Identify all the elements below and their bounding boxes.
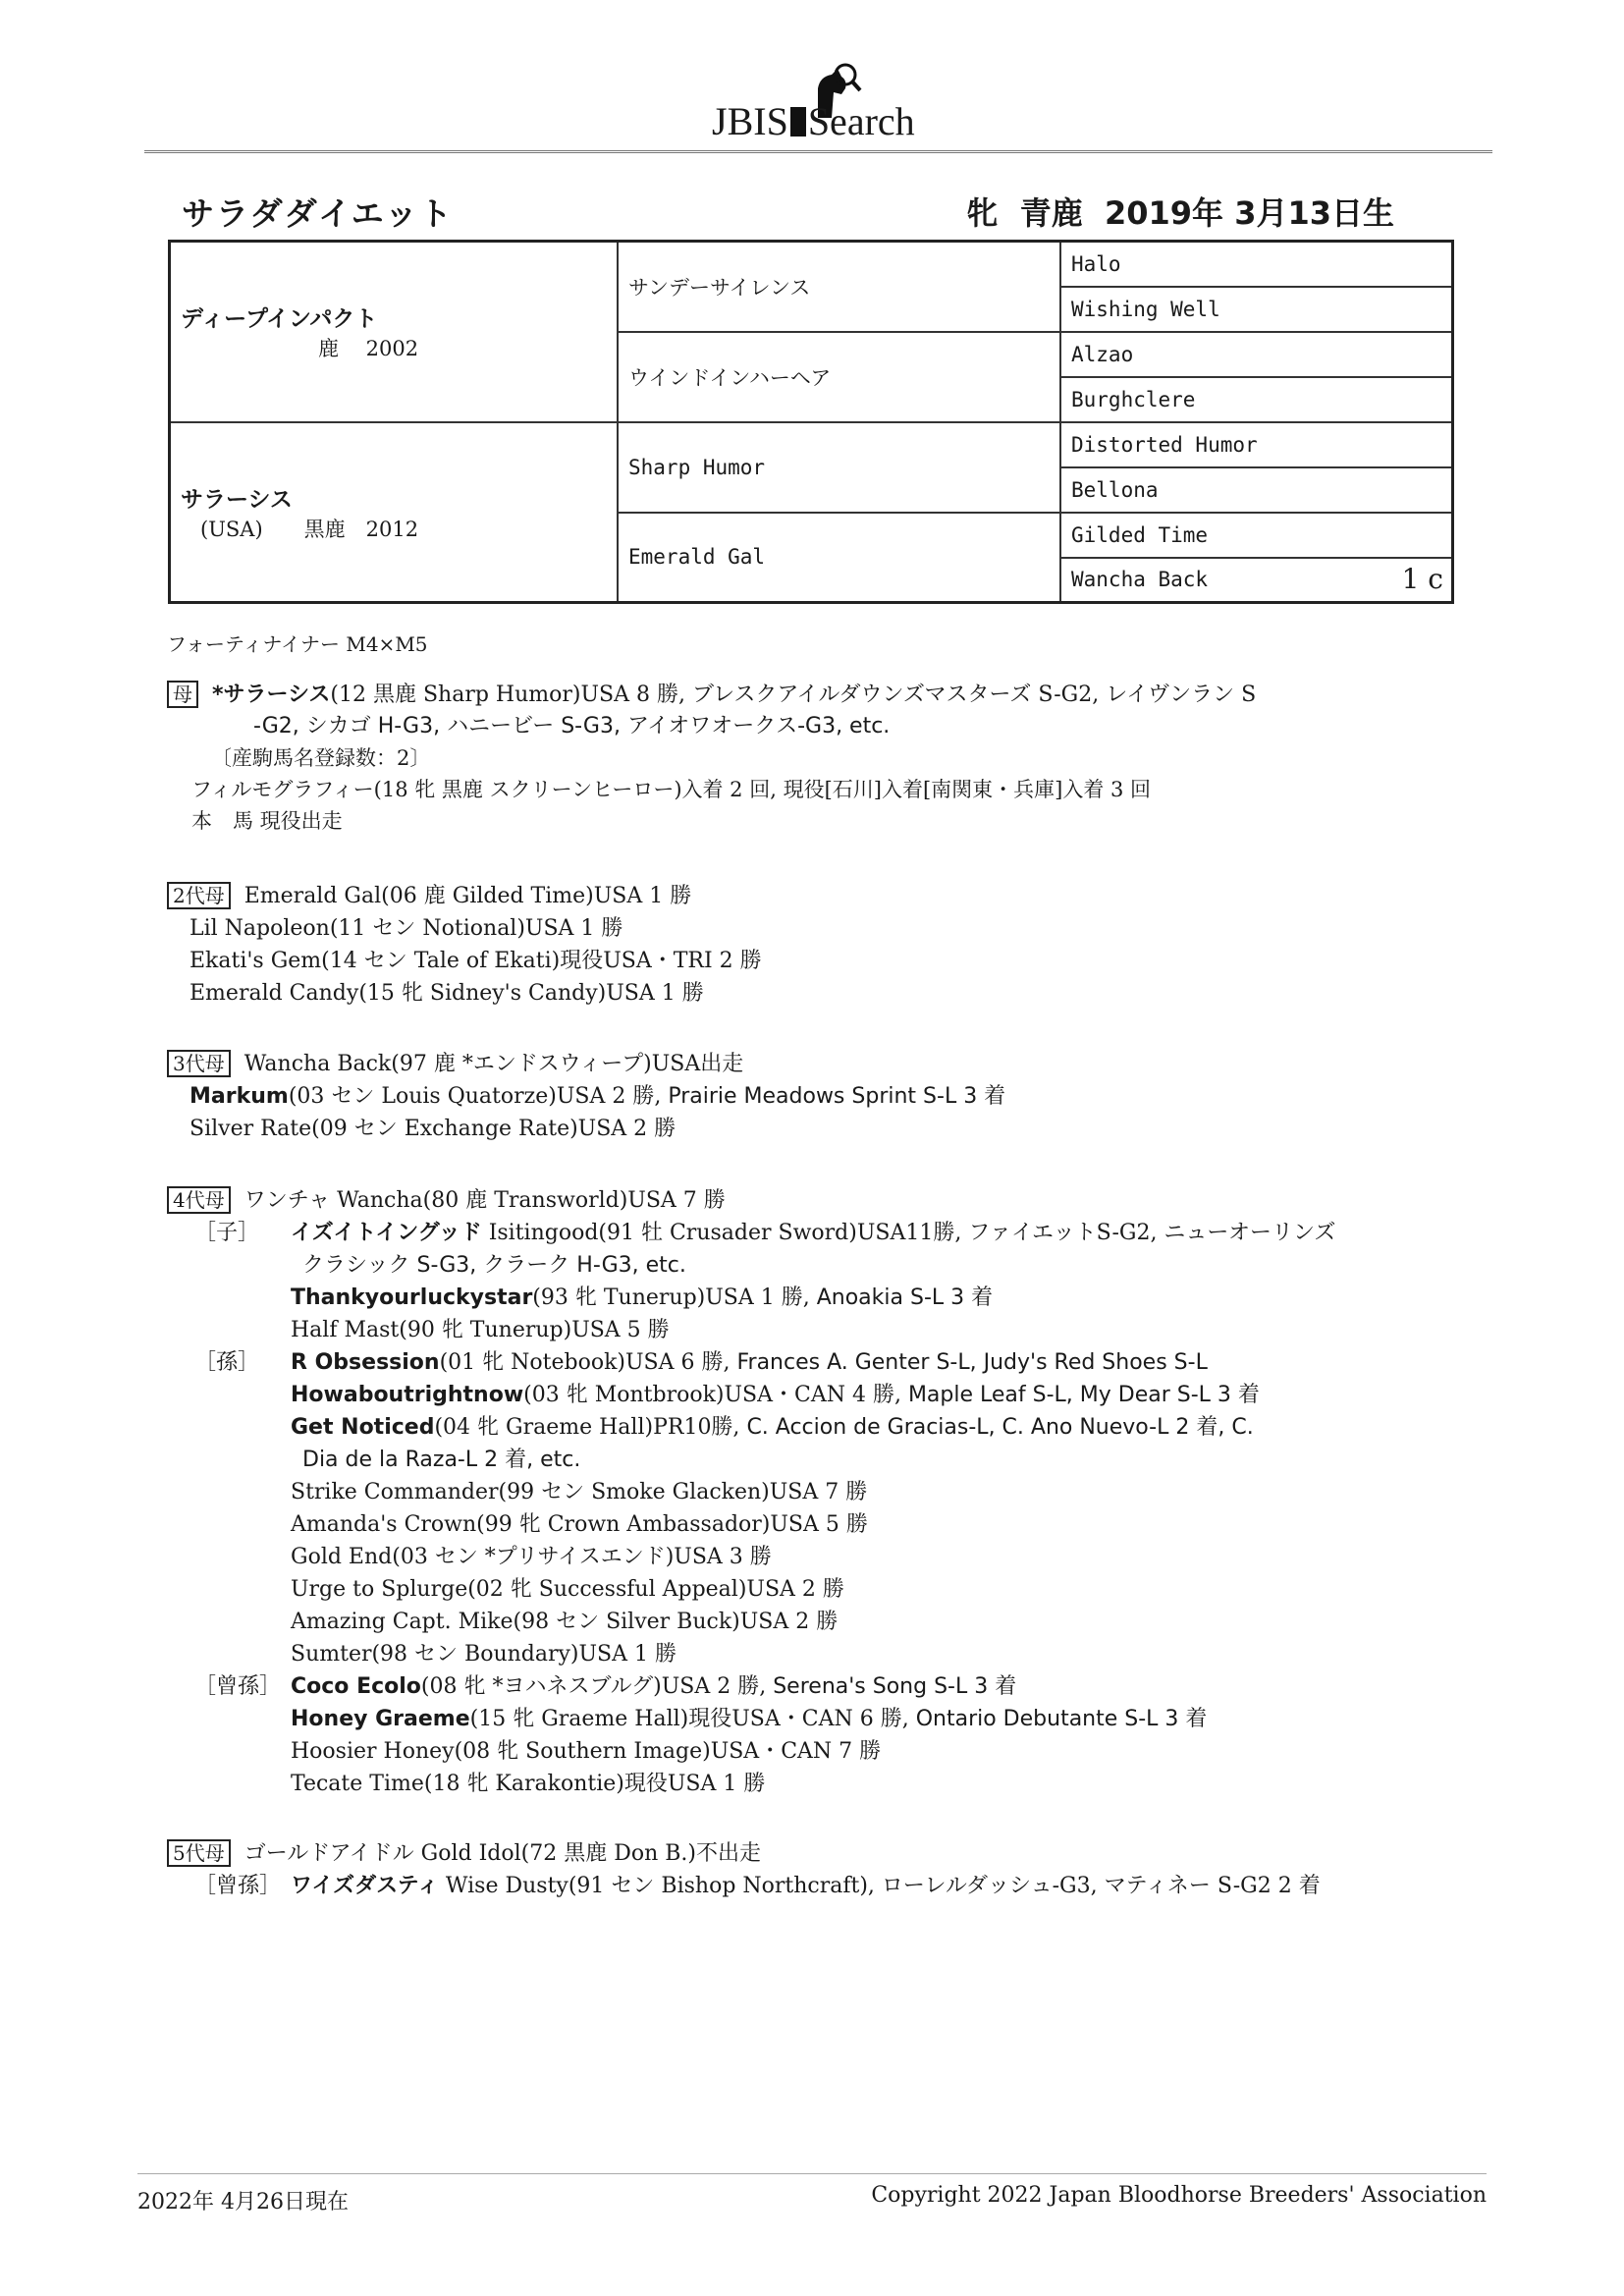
dam5-line [167, 1836, 761, 1867]
mago-label: ［孫］ [194, 1350, 260, 1375]
foal-race: Maple Leaf S-L, My Dear S-L 3 着 [907, 1383, 1260, 1407]
gen3-cell-last [1060, 558, 1453, 603]
horse-birth: 2019年 3月13日生 [1104, 194, 1394, 232]
dam3-head: Wancha Back(97 鹿 *エンドスウィープ)USA出走 [244, 1052, 744, 1076]
foal-name: Thankyourluckystar [291, 1285, 533, 1310]
gen3-cell: Burghclere [1060, 377, 1453, 422]
dam4-head: ワンチャ Wancha(80 鹿 Transworld)USA 7 勝 [244, 1188, 726, 1213]
foal-race: Prairie Meadows Sprint S-L 3 着 [668, 1084, 1006, 1109]
dam2-foal: Lil Napoleon(11 セン Notional)USA 1 勝 [189, 916, 623, 941]
dam-cell [170, 422, 619, 603]
himago-label: ［曾孫］ [194, 1674, 282, 1699]
foal-name: Coco Ecolo [291, 1674, 421, 1699]
dam3-foal: Silver Rate(09 セン Exchange Rate)USA 2 勝 [189, 1117, 677, 1141]
dam1-record: (12 黒鹿 Sharp Humor)USA 8 勝, ブレスクアイルダウンズマスターズ S-G2, レイヴンラン S [330, 683, 1257, 707]
section-tag: 母 [167, 681, 198, 708]
gen3-cell: Halo [1060, 242, 1453, 287]
dam-detail: (USA) 黒鹿 2012 [200, 517, 419, 541]
logo-jbis: JBIS [712, 99, 788, 143]
dam4-grandchild: Urge to Splurge(02 牝 Successful Appeal)USA 2 勝 [291, 1577, 844, 1602]
horse-info [966, 189, 1394, 234]
pedigree-table [168, 240, 1454, 604]
foal-name: R Obsession [291, 1350, 440, 1375]
dam4-child-cont: クラシック S-G3, クラーク H-G3, etc. [302, 1253, 686, 1278]
footer-divider [137, 2173, 1487, 2174]
dam4-line [167, 1183, 726, 1214]
dam4-great-grandchild [291, 1669, 1016, 1700]
himago-label: ［曾孫］ [194, 1874, 282, 1898]
logo-text [712, 98, 915, 144]
gen3-cell: Distorted Humor [1060, 422, 1453, 467]
horse-color: 青鹿 [1019, 194, 1083, 232]
foal-name: イズイトイングッド [291, 1221, 482, 1245]
dam1-foal: フィルモグラフィー(18 牝 黒鹿 スクリーンヒーロー)入着 2 回, 現役[石川]入着[南関東・兵庫]入着 3 回 [191, 778, 1152, 801]
dam1-name: *サラーシス [212, 683, 331, 707]
inbreeding-note: フォーティナイナー M4×M5 [167, 632, 428, 656]
dam4-grandchild [291, 1378, 1260, 1408]
dam4-grandchild: Gold End(03 セン *プリサイスエンド)USA 3 勝 [291, 1545, 772, 1569]
gen3-cell: Wishing Well [1060, 287, 1453, 332]
foal-name: Howaboutrightnow [291, 1383, 524, 1407]
dam5-great-grandchild [291, 1869, 1321, 1899]
horse-sex: 牝 [966, 194, 999, 232]
foal-record: (03 セン Louis Quatorze)USA 2 勝, [288, 1084, 669, 1109]
section-tag: 5代母 [167, 1839, 231, 1867]
foal-name: ワイズダスティ [291, 1874, 439, 1898]
dam1-line [167, 678, 1256, 708]
dam4-grandchild [291, 1410, 1254, 1441]
sire-name: ディープインパクト [181, 306, 378, 333]
dam2-line [167, 879, 691, 909]
foal-race: Anoakia S-L 3 着 [816, 1285, 994, 1310]
dam4-great-grandchild: Tecate Time(18 牝 Karakontie)現役USA 1 勝 [291, 1772, 766, 1796]
section-tag: 2代母 [167, 882, 231, 909]
foal-name: Honey Graeme [291, 1707, 470, 1731]
dam-sire-cell: Sharp Humor [618, 422, 1060, 513]
foal-record: (93 牝 Tunerup)USA 1 勝, [532, 1285, 817, 1310]
section-tag: 4代母 [167, 1186, 231, 1214]
dam2-foal: Emerald Candy(15 牝 Sidney's Candy)USA 1 勝 [189, 981, 704, 1006]
horse-name: サラダダイエット [182, 194, 455, 233]
dam1-this-horse: 本 馬 現役出走 [191, 809, 343, 833]
gen3-name: Wancha Back [1071, 568, 1209, 592]
footer-copyright: Copyright 2022 Japan Bloodhorse Breeders' Association [871, 2183, 1487, 2208]
dam4-great-grandchild: Hoosier Honey(08 牝 Southern Image)USA・CAN 7 勝 [291, 1739, 882, 1764]
dam4-grandchild-cont: Dia de la Raza-L 2 着, etc. [302, 1448, 581, 1472]
dam4-child [291, 1216, 1335, 1246]
sire-dam-cell: ウインドインハーヘア [618, 332, 1060, 422]
foal-race: Ontario Debutante S-L 3 着 [915, 1707, 1208, 1731]
gen3-cell: Alzao [1060, 332, 1453, 377]
dam4-grandchild: Amazing Capt. Mike(98 セン Silver Buck)USA 2 勝 [291, 1610, 839, 1634]
dam2-foal: Ekati's Gem(14 セン Tale of Ekati)現役USA・TRI 2 勝 [189, 949, 762, 973]
dam4-grandchild: Amanda's Crown(99 牝 Crown Ambassador)USA 5 勝 [291, 1512, 868, 1537]
ko-label: ［子］ [194, 1221, 260, 1245]
dam4-child [291, 1281, 993, 1311]
dam-dam-cell: Emerald Gal [618, 513, 1060, 603]
dam4-grandchild: Sumter(98 セン Boundary)USA 1 勝 [291, 1642, 677, 1667]
dam3-line [167, 1047, 743, 1077]
dam2-head: Emerald Gal(06 鹿 Gilded Time)USA 1 勝 [244, 884, 692, 908]
dam4-great-grandchild [291, 1702, 1207, 1732]
foal-race: Serena's Song S-L 3 着 [773, 1674, 1017, 1699]
dam5-head: ゴールドアイドル Gold Idol(72 黒鹿 Don B.)不出走 [244, 1841, 761, 1866]
foal-record: (01 牝 Notebook)USA 6 勝, [439, 1350, 737, 1375]
foal-record: (04 牝 Graeme Hall)PR10勝, [434, 1415, 747, 1440]
dam4-child: Half Mast(90 牝 Tunerup)USA 5 勝 [291, 1318, 670, 1342]
dam3-foal [189, 1079, 1005, 1110]
sire-detail: 鹿 2002 [318, 337, 419, 361]
family-number: 1 c [1401, 562, 1443, 595]
gen3-cell: Gilded Time [1060, 513, 1453, 558]
section-tag: 3代母 [167, 1050, 231, 1077]
sire-cell [170, 242, 619, 422]
dam1-record-cont: -G2, シカゴ H-G3, ハニービー S-G3, アイオワオークス-G3, etc. [253, 714, 891, 738]
dam1-registered: 〔産駒馬名登録数：2〕 [211, 746, 431, 770]
dam-name: サラーシス [181, 486, 293, 513]
foal-record: Wise Dusty(91 セン Bishop Northcraft), ローレルダッシュ-G3, マティネー S-G2 2 着 [438, 1874, 1321, 1898]
foal-record: (08 牝 *ヨハネスブルグ)USA 2 勝, [420, 1674, 774, 1699]
jbis-search-logo [712, 59, 947, 147]
foal-race: C. Accion de Gracias-L, C. Ano Nuevo-L 2 着, C. [746, 1415, 1254, 1440]
foal-record: (03 牝 Montbrook)USA・CAN 4 勝, [523, 1383, 908, 1407]
header-divider [144, 150, 1492, 153]
foal-name: Get Noticed [291, 1415, 435, 1440]
logo-search: Search [807, 99, 915, 143]
footer-date: 2022年 4月26日現在 [137, 2190, 349, 2214]
foal-record: Isitingood(91 牡 Crusader Sword)USA11勝, ファイエットS-G2, ニューオーリンズ [481, 1221, 1336, 1245]
dam4-grandchild [291, 1345, 1208, 1376]
gen3-cell: Bellona [1060, 467, 1453, 513]
foal-name: Markum [189, 1084, 289, 1109]
sire-sire-cell: サンデーサイレンス [618, 242, 1060, 332]
dam4-grandchild: Strike Commander(99 セン Smoke Glacken)USA 7 勝 [291, 1480, 868, 1504]
foal-record: (15 牝 Graeme Hall)現役USA・CAN 6 勝, [469, 1707, 916, 1731]
foal-race: Frances A. Genter S-L, Judy's Red Shoes S-L [736, 1350, 1208, 1375]
